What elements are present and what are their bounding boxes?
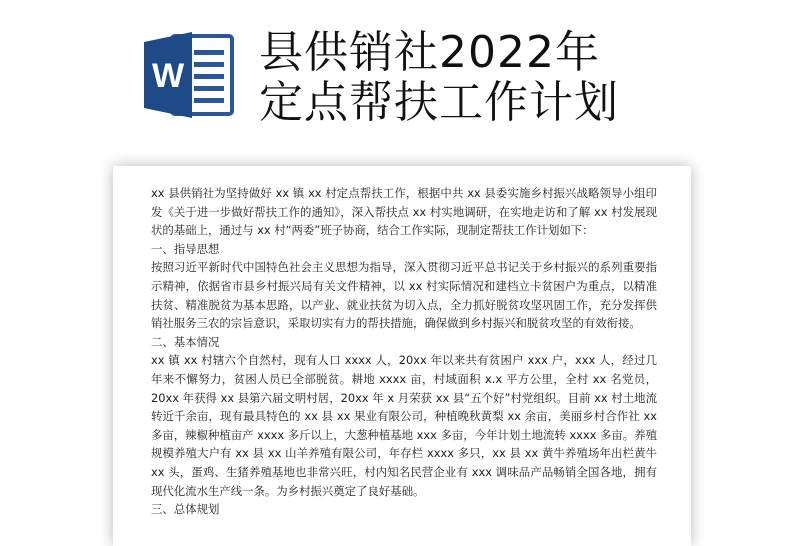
section-heading-overall-plan: 三、总体规划 — [151, 502, 220, 517]
document-body — [151, 184, 657, 519]
page-title — [259, 28, 619, 128]
basic-situation-paragraph: xx 镇 xx 村辖六个自然村，现有人口 xxxx 人，20xx 年以来共有贫困户 xxx 户，xxx 人，经过几年来不懈努力，贫困人员已全部脱贫。耕地 xxxx 亩，村域面积 x.x 平方公里，全村 xx 名党员，20xx 年获得 xx 县第六届文明村居，20xx 年 x 月荣获 xx 县“五个好”村党组织。目前 xx 村土地流转近千余亩，现有最具特色的 xx 县 xx 果业有限公司，种植晚秋黄梨 xx 余亩，美丽乡村合作社 xx 多亩，辣椒种植亩产 xxxx 多斤以上，大葱种植基地 xxx 多亩，今年计划土地流转 xxxx 多亩。养殖规模养殖大户有 xx 县 xx 山羊养殖有限公司，年存栏 xxxx 多只，xx 县 xx 黄牛养殖场年出栏黄牛 xx 头，蛋鸡、生猪养殖基地也非常兴旺，村内知名民营企业有 xxx 调味品产品畅销全国各地，拥有现代化流水生产线一条。为乡村振兴奠定了良好基础。 — [151, 353, 657, 498]
title-line-2: 定点帮扶工作计划 — [259, 77, 619, 128]
page-header — [0, 0, 800, 160]
guiding-ideology-paragraph: 按照习近平新时代中国特色社会主义思想为指导，深入贯彻习近平总书记关于乡村振兴的系列重要指示精神，依据省市县乡村振兴局有关文件精神，以 xx 村实际情况和建档立卡贫困户为重点，以精准扶贫、精准脱贫为基本思路，以产业、就业扶贫为切入点，全力抓好脱贫攻坚巩固工作，充分发挥供销社服务三农的宗旨意识，采取切实有力的帮扶措施，确保做到乡村振兴和脱贫攻坚的有效衔接。 — [151, 260, 657, 331]
section-heading-guiding-ideology: 一、指导思想 — [151, 241, 220, 256]
title-line-1: 县供销社2022年 — [259, 27, 600, 78]
word-document-icon — [142, 30, 238, 120]
intro-paragraph: xx 县供销社为坚持做好 xx 镇 xx 村定点帮扶工作，根据中共 xx 县委实施乡村振兴战略领导小组印发《关于进一步做好帮扶工作的通知》，深入帮扶点 xx 村实地调研，在实地走访和了解 xx 村发展现状的基础上，通过与 xx 村“两委”班子协商，结合工作实际，现制定帮扶工作计划如下： — [151, 186, 657, 238]
word-icon-letter: W — [151, 57, 185, 95]
section-heading-basic-situation: 二、基本情况 — [151, 334, 220, 349]
document-page — [113, 166, 691, 546]
